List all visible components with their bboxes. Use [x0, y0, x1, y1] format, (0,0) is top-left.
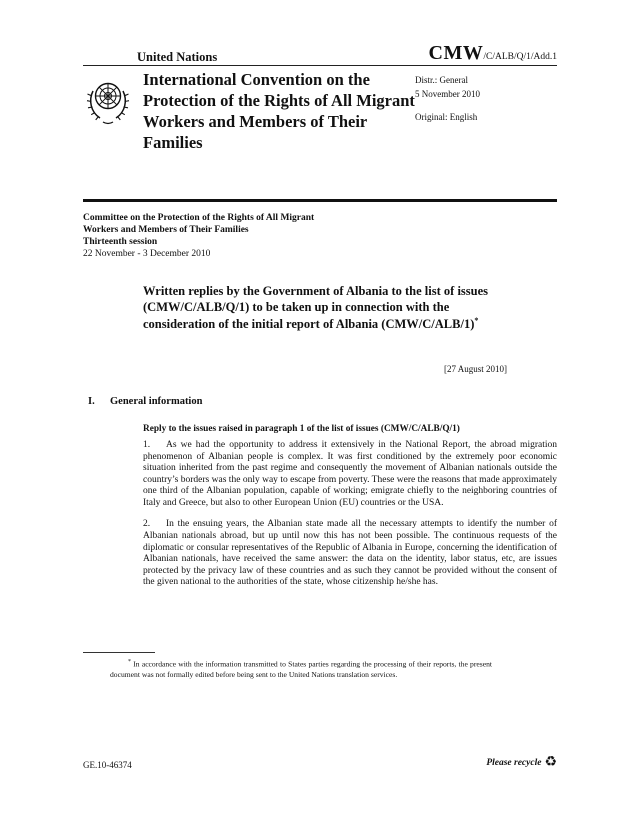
masthead: [83, 42, 557, 65]
committee-name: Committee on the Protection of the Rights of All Migrant Workers and Members of Their Families: [83, 213, 315, 235]
header-divider: [83, 199, 557, 202]
org-name: United Nations: [137, 50, 218, 64]
received-date: [27 August 2010]: [444, 364, 507, 374]
body-paragraphs: [143, 440, 557, 599]
distr-line: Distr.: General: [415, 75, 468, 85]
section-heading-label: General information: [110, 396, 203, 407]
footnote-marker: *: [128, 659, 131, 665]
convention-title: International Convention on the Protection of the Rights of All Migrant Workers and Members of Their Families: [143, 70, 415, 153]
committee-block: [83, 213, 383, 261]
section-heading: [88, 396, 202, 407]
page-content: [83, 0, 557, 828]
paragraph-1-number: 1.: [143, 440, 151, 450]
footnote-text: In accordance with the information transmitted to States parties regarding the processing of their reports, the present document was not formally edited before being sent to the United Nations translation services.: [110, 659, 492, 679]
committee-dates: 22 November - 3 December 2010: [83, 248, 211, 259]
section-numeral: I.: [88, 396, 95, 407]
page-footer: [83, 756, 557, 770]
distr-date: 5 November 2010: [415, 88, 480, 99]
recycle-notice: [486, 756, 557, 770]
paragraph-1-text: As we had the opportunity to address it extensively in the National Report, the abroad migration phenomenon of Albanian people is complex. It was first conditioned by the extremely poor economic situation inherited from the past regime and consequently the movement of Albanian nationals outside the country’s borders was the only way to escape from poverty. These were the reasons that made approximately one third of the Albanian population, capable of working; emigrate chiefly to the neighboring countries of Italy and Greece, but also to other European Union (EU) countries or the USA.: [143, 440, 557, 508]
document-symbol-main: CMW: [428, 42, 484, 64]
distribution-block: [415, 74, 557, 125]
committee-session: Thirteenth session: [83, 236, 158, 247]
document-symbol: [429, 42, 557, 65]
paragraph-2-number: 2.: [143, 519, 151, 530]
footnote-divider: [83, 652, 155, 653]
paragraph-2-text: In the ensuing years, the Albanian state made all the necessary attempts to identify the number of Albanian nationals abroad, but up until now this has not been possible. The continuous requests of the diplomatic or consular representatives of the Republic of Albania in Europe, concerning the identification of Albanian nationals, have received the same answer: the data on the identity, labor status, etc, are issues protected by the privacy law of these countries and as such they cannot be provided without the consent of the given national to the authorities of the state, whose citizenship he/she has.: [143, 519, 557, 588]
paragraph-2: [143, 519, 557, 588]
document-number: GE.10-46374: [83, 760, 132, 770]
document-title-text: Written replies by the Government of Albania to the list of issues (CMW/C/ALB/Q/1) to be taken up in connection with the consideration of the initial report of Albania (CMW/C/ALB/1): [143, 284, 489, 331]
document-title: [143, 283, 515, 332]
footnote: [110, 658, 492, 680]
distr-original: Original: English: [415, 111, 478, 122]
recycle-icon: ♻: [544, 755, 557, 770]
un-emblem-icon: [83, 76, 133, 128]
document-symbol-rest: /C/ALB/Q/1/Add.1: [483, 52, 557, 62]
title-footnote-marker: *: [474, 315, 479, 325]
paragraph-1: [143, 440, 557, 509]
recycle-label: Please recycle: [486, 758, 542, 768]
masthead-divider: [83, 65, 557, 66]
reply-heading: Reply to the issues raised in paragraph 1 of the list of issues (CMW/C/ALB/Q/1): [143, 424, 460, 434]
